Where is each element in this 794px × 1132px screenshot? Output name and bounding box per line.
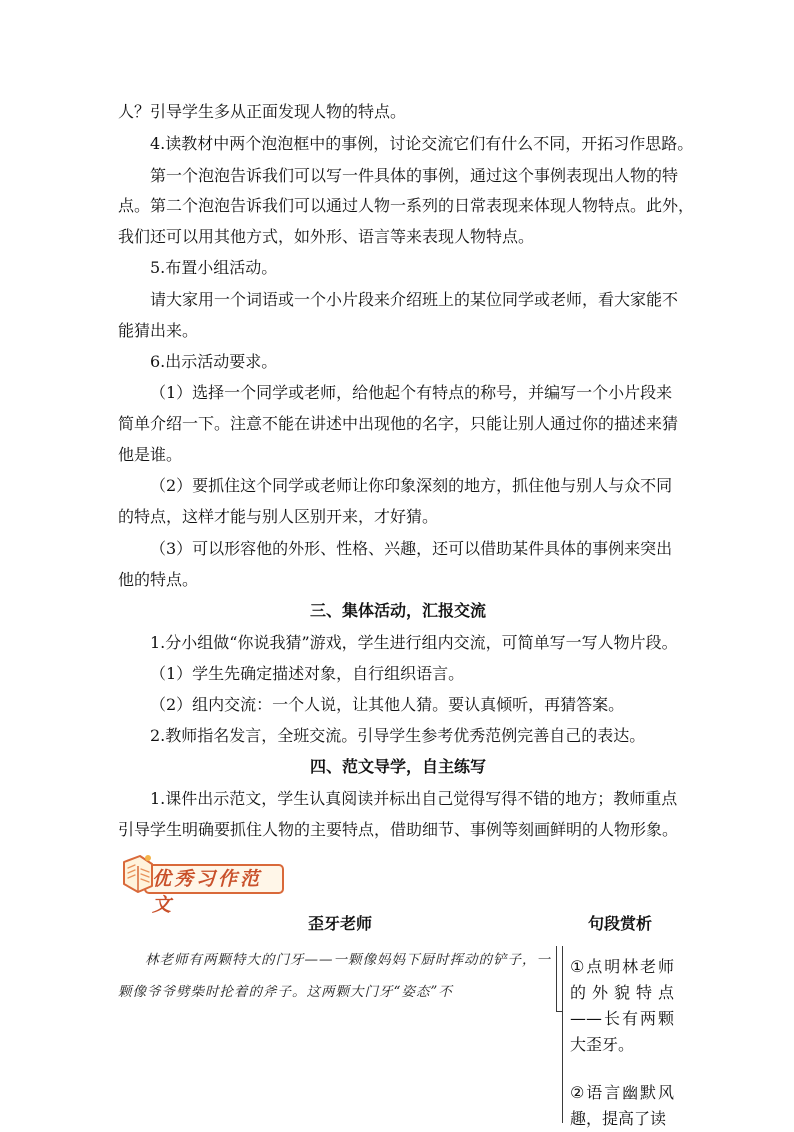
analysis-comment: ②语言幽默风趣，提高了读 bbox=[570, 1083, 674, 1128]
paragraph-line: 的特点，这样才能与别人区别开来，才好猜。 bbox=[118, 507, 439, 526]
paragraph-line: （3）可以形容他的外形、性格、兴趣，还可以借助某件具体的事例来突出 bbox=[150, 539, 673, 558]
paragraph-line: 点。第二个泡泡告诉我们可以通过人物一系列的日常表现来体现人物特点。此外， bbox=[118, 196, 695, 215]
paragraph-line: 1.分小组做“你说我猜”游戏，学生进行组内交流，可简单写一写人物片段。 bbox=[150, 633, 678, 652]
analysis-comment: ①点明林老师的外貌特点——长有两颗大歪牙。 bbox=[570, 957, 674, 1054]
paragraph-line: 他的特点。 bbox=[118, 570, 199, 589]
paragraph-line: 人？引导学生多从正面发现人物的特点。 bbox=[118, 102, 407, 121]
paragraph-line: 第一个泡泡告诉我们可以写一件具体的事例，通过这个事例表现出人物的特 bbox=[150, 166, 679, 185]
paragraph-line: 引导学生明确要抓住人物的主要特点，借助细节、事例等刻画鲜明的人物形象。 bbox=[118, 820, 679, 839]
paragraph-line: 5.布置小组活动。 bbox=[150, 258, 278, 277]
excellent-essay-badge bbox=[118, 852, 290, 916]
essay-title: 歪牙老师 bbox=[307, 914, 372, 933]
paragraph-line: 6.出示活动要求。 bbox=[150, 352, 278, 371]
paragraph-line: 4.读教材中两个泡泡框中的事例，讨论交流它们有什么不同，开拓习作思路。 bbox=[150, 134, 694, 153]
section-heading: 三、集体活动，汇报交流 bbox=[309, 601, 486, 620]
paragraph-line: 1.课件出示范文，学生认真阅读并标出自己觉得写得不错的地方；教师重点 bbox=[150, 789, 678, 808]
paragraph-line: 2.教师指名发言，全班交流。引导学生参考优秀范例完善自己的表达。 bbox=[150, 726, 646, 745]
paragraph-line: 他是谁。 bbox=[118, 445, 183, 464]
section-heading: 四、范文导学，自主练写 bbox=[309, 757, 486, 776]
paragraph-line: 我们还可以用其他方式，如外形、语言等来表现人物特点。 bbox=[118, 227, 535, 246]
analysis-divider bbox=[562, 946, 563, 1123]
paragraph-line: 能猜出来。 bbox=[118, 321, 199, 340]
paragraph-line: 请大家用一个词语或一个小片段来介绍班上的某位同学或老师，看大家能不 bbox=[150, 290, 679, 309]
paragraph-line: （2）要抓住这个同学或老师让你印象深刻的地方，抓住他与别人与众不同 bbox=[150, 476, 673, 495]
paragraph-line: 简单介绍一下。注意不能在讲述中出现他的名字，只能让别人通过你的描述来猜 bbox=[118, 414, 679, 433]
essay-body: 林老师有两颗特大的门牙——一颗像妈妈下厨时挥动的铲子，一颗像爷爷劈柴时抡着的斧子。这两颗大门牙“姿态”不 bbox=[118, 952, 551, 1000]
paragraph-line: （1）学生先确定描述对象，自行组织语言。 bbox=[150, 664, 465, 683]
paragraph-line: （2）组内交流：一个人说，让其他人猜。要认真倾听，再猜答案。 bbox=[150, 695, 625, 714]
analysis-title: 句段赏析 bbox=[587, 914, 652, 933]
badge-label: 优秀习作范文 bbox=[152, 868, 263, 916]
paragraph-line: （1）选择一个同学或老师，给他起个有特点的称号，并编写一个小片段来 bbox=[150, 383, 673, 402]
